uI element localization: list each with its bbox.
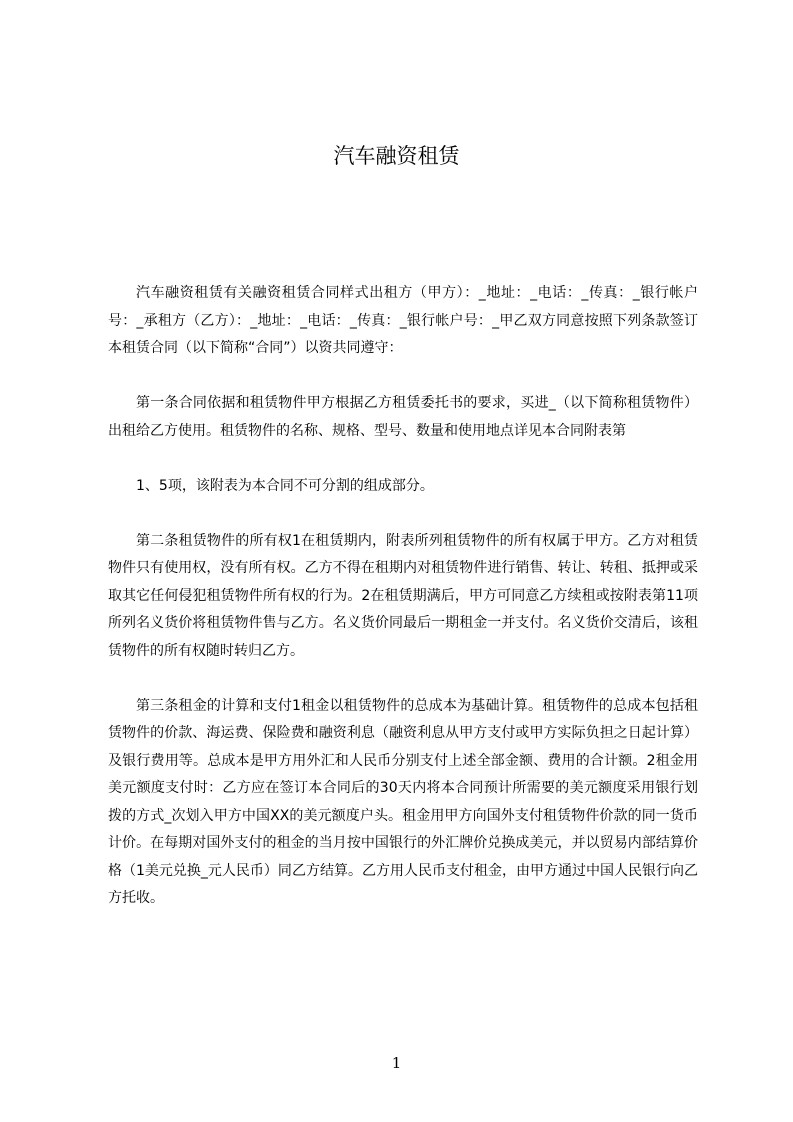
paragraph-preamble: 汽车融资租赁有关融资租赁合同样式出租方（甲方）：_地址：_电话：_传真：_银行帐户号：_承租方（乙方）：_地址：_电话：_传真：_银行帐户号：_甲乙双方同意按照下列条款签订本租赁合同（以下简称“合同”）以资共同遵守： [108, 285, 698, 356]
page-number: 1 [391, 1054, 402, 1072]
paragraph-article-1: 第一条合同依据和租赁物件甲方根据乙方租赁委托书的要求，买进_（以下简称租赁物件）出租给乙方使用。租赁物件的名称、规格、型号、数量和使用地点详见本合同附表第 [108, 395, 698, 439]
page-title: 汽车融资租赁 [333, 144, 460, 168]
document-body [108, 280, 698, 913]
paragraph-article-3: 第三条租金的计算和支付1租金以租赁物件的总成本为基础计算。租赁物件的总成本包括租赁物件的价款、海运费、保险费和融资利息（融资利息从甲方支付或甲方实际负担之日起计算）及银行费用等。总成本是甲方用外汇和人民币分别支付上述全部金额、费用的合计额。2租金用美元额度支付时：乙方应在签订本合同后的30天内将本合同预计所需要的美元额度采用银行划拨的方式_次划入甲方中国XX的美元额度户头。租金用甲方向国外支付租赁物件价款的同一货币计价。在每期对国外支付的租金的当月按中国银行的外汇牌价兑换成美元，并以贸易内部结算价格（1美元兑换_元人民币）同乙方结算。乙方用人民币支付租金，由甲方通过中国人民银行向乙方托收。 [108, 697, 698, 906]
paragraph-article-2: 第二条租赁物件的所有权1在租赁期内，附表所列租赁物件的所有权属于甲方。乙方对租赁物件只有使用权，没有所有权。乙方不得在租期内对租赁物件进行销售、转让、转租、抵押或采取其它任何侵犯租赁物件所有权的行为。2在租赁期满后，甲方可同意乙方续租或按附表第11项所列名义货价将租赁物件售与乙方。名义货价同最后一期租金一并支付。名义货价交清后，该租赁物件的所有权随时转归乙方。 [108, 532, 698, 659]
paragraph-article-1-continued: 1、5项，该附表为本合同不可分割的组成部分。 [136, 477, 434, 494]
